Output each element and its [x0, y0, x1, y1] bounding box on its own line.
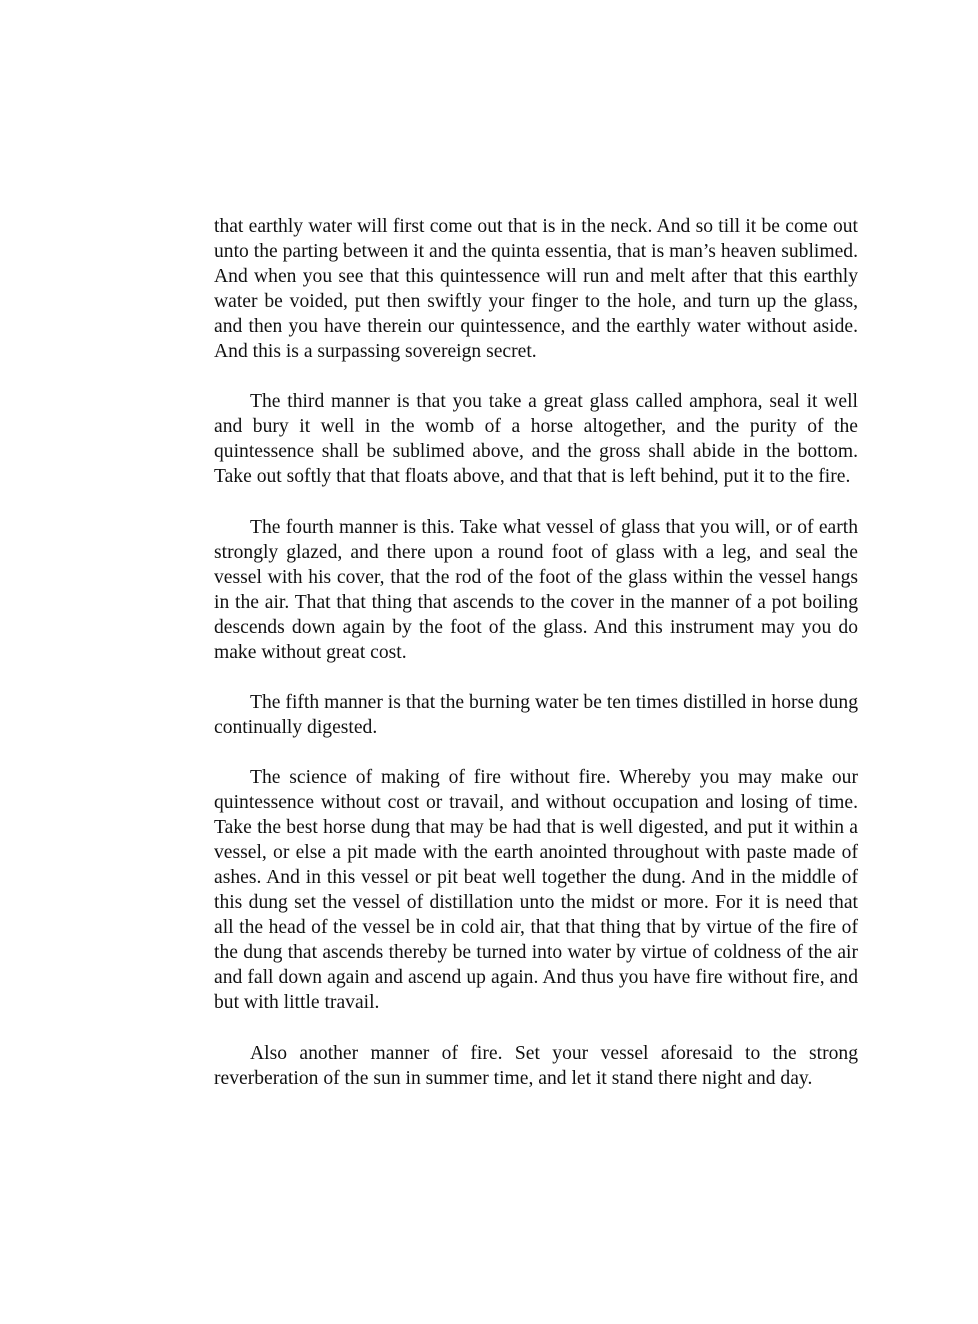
paragraph-fifth-manner: The fifth manner is that the burning water be ten times distilled in horse dung continually digested. — [214, 691, 858, 738]
paragraph-fire-without-fire: The science of making of fire without fire. Whereby you may make our quintessence without cost or travail, and without occupation and losing of time. Take the best horse dung that may be had that is well digested, and put it within a vessel, or else a pit made with the earth anointed throughout with paste made of ashes. And in this vessel or pit beat well together the dung. And in the middle of this dung set the vessel of distillation unto the midst or more. For it is need that all the head of the vessel be in cold air, that that thing that by virtue of the fire of the dung that ascends thereby be turned into water by virtue of coldness of the air and fall down again and ascend up again. And thus you have fire without fire, and but with little travail. — [214, 767, 858, 1014]
paragraph-fourth-manner: The fourth manner is this. Take what vessel of glass that you will, or of earth strongly glazed, and there upon a round foot of glass with a leg, and seal the vessel with his cover, that the rod of the foot of the glass within the vessel hangs in the air. That that thing that ascends to the cover in the manner of a pot boiling descends down again by the foot of the glass. And this instrument may you do make without great cost. — [214, 516, 858, 663]
paragraph-third-manner: The third manner is that you take a great glass called amphora, seal it well and bury it well in the womb of a horse altogether, and the purity of the quintessence shall be sublimed above, and the gross shall abide in the bottom. Take out softly that that floats above, and that that is left behind, put it to the fire. — [214, 391, 858, 488]
paragraph-another-fire: Also another manner of fire. Set your vessel aforesaid to the strong reverberation of the sun in summer time, and let it stand there night and day. — [214, 1042, 858, 1089]
body-text — [214, 214, 858, 1116]
paragraph-continuation: that earthly water will first come out that is in the neck. And so till it be come out unto the parting between it and the quinta essentia, that is man’s heaven sublimed. And when you see that this quintessence will run and melt after that this earthly water be voided, put then swiftly your finger to the hole, and turn up the glass, and then you have therein our quintessence, and the earthly water without aside. And this is a surpassing sovereign secret. — [214, 216, 858, 363]
